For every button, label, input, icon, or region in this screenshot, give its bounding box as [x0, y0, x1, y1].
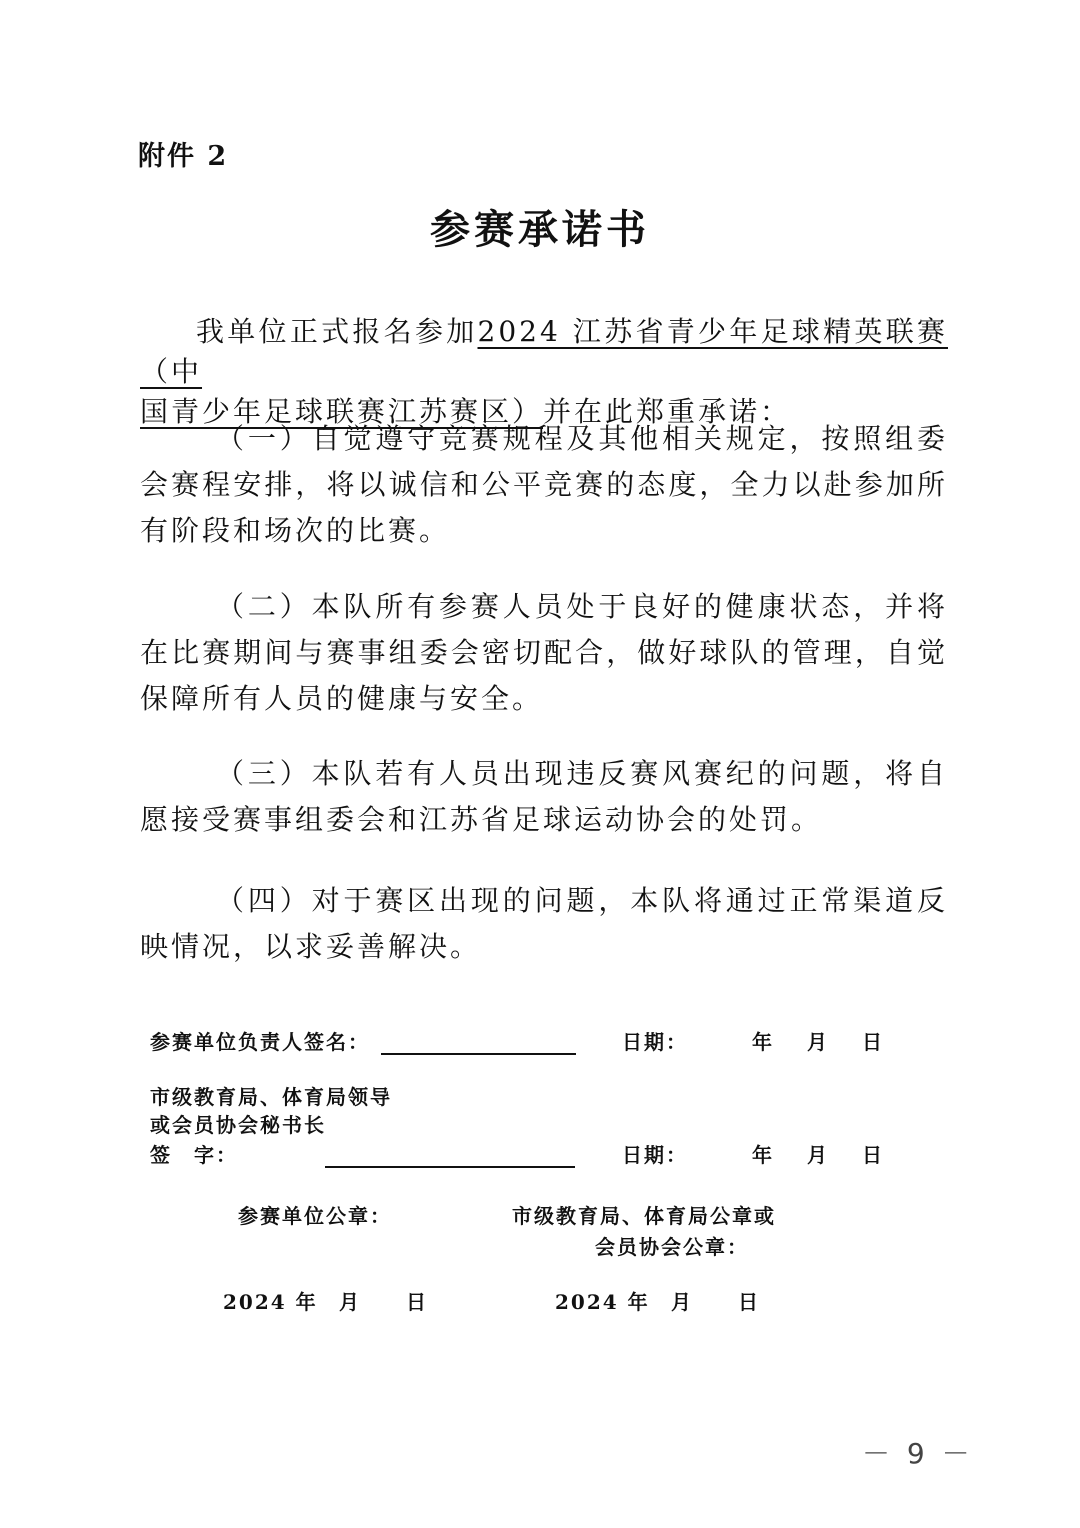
official-seal-label-line2: 会员协会公章： — [595, 1235, 749, 1259]
commitment-item-1: （一）自觉遵守竞赛规程及其他相关规定，按照组委会赛程安排，将以诚信和公平竞赛的态度，全力以赴参加所有阶段和场次的比赛。 — [140, 422, 948, 547]
official-sign-label: 签 字： — [150, 1143, 238, 1167]
year-label-2: 年 — [752, 1143, 774, 1167]
attachment-label: 附件 2 — [138, 141, 229, 172]
unit-seal-date-year: 2024 年 — [223, 1290, 318, 1314]
official-seal-label-line1: 市级教育局、体育局公章或 — [512, 1204, 776, 1228]
intro-paragraph — [140, 312, 948, 432]
event-name-line2: 国青少年足球联赛江苏赛区） — [140, 395, 544, 428]
commitment-item-4: （四）对于赛区出现的问题，本队将通过正常渠道反映情况，以求妥善解决。 — [140, 884, 948, 963]
unit-seal-label: 参赛单位公章： — [238, 1204, 392, 1228]
day-label-2: 日 — [862, 1143, 884, 1167]
month-label-2: 月 — [807, 1143, 829, 1167]
official-seal-date-month: 月 — [671, 1290, 693, 1314]
day-label-1: 日 — [862, 1030, 884, 1054]
unit-leader-signature-line[interactable] — [381, 1053, 576, 1055]
date-label-2: 日期： — [622, 1143, 688, 1167]
unit-seal-date-month: 月 — [339, 1290, 361, 1314]
commitment-item-2: （二）本队所有参赛人员处于良好的健康状态，并将在比赛期间与赛事组委会密切配合，做好球队的管理，自觉保障所有人员的健康与安全。 — [140, 590, 948, 715]
official-label-line1: 市级教育局、体育局领导 — [150, 1085, 392, 1109]
unit-seal-date-day: 日 — [406, 1290, 428, 1314]
date-label-1: 日期： — [622, 1030, 688, 1054]
event-name-line1: 2024 江苏省青少年足球精英联赛（中 — [140, 315, 948, 388]
official-seal-date-day: 日 — [738, 1290, 760, 1314]
month-label-1: 月 — [807, 1030, 829, 1054]
official-seal-date-year: 2024 年 — [555, 1290, 650, 1314]
commitment-item-3: （三）本队若有人员出现违反赛风赛纪的问题，将自愿接受赛事组委会和江苏省足球运动协会的处罚。 — [140, 757, 948, 836]
unit-leader-signature-label: 参赛单位负责人签名： — [150, 1030, 370, 1054]
document-title: 参赛承诺书 — [430, 206, 650, 253]
intro-suffix: 并在此郑重承诺： — [543, 395, 792, 428]
intro-prefix: 我单位正式报名参加 — [196, 315, 478, 348]
page-number: － 9 － — [862, 1437, 974, 1470]
official-signature-line[interactable] — [325, 1166, 575, 1168]
year-label-1: 年 — [752, 1030, 774, 1054]
official-label-line2: 或会员协会秘书长 — [150, 1113, 326, 1137]
